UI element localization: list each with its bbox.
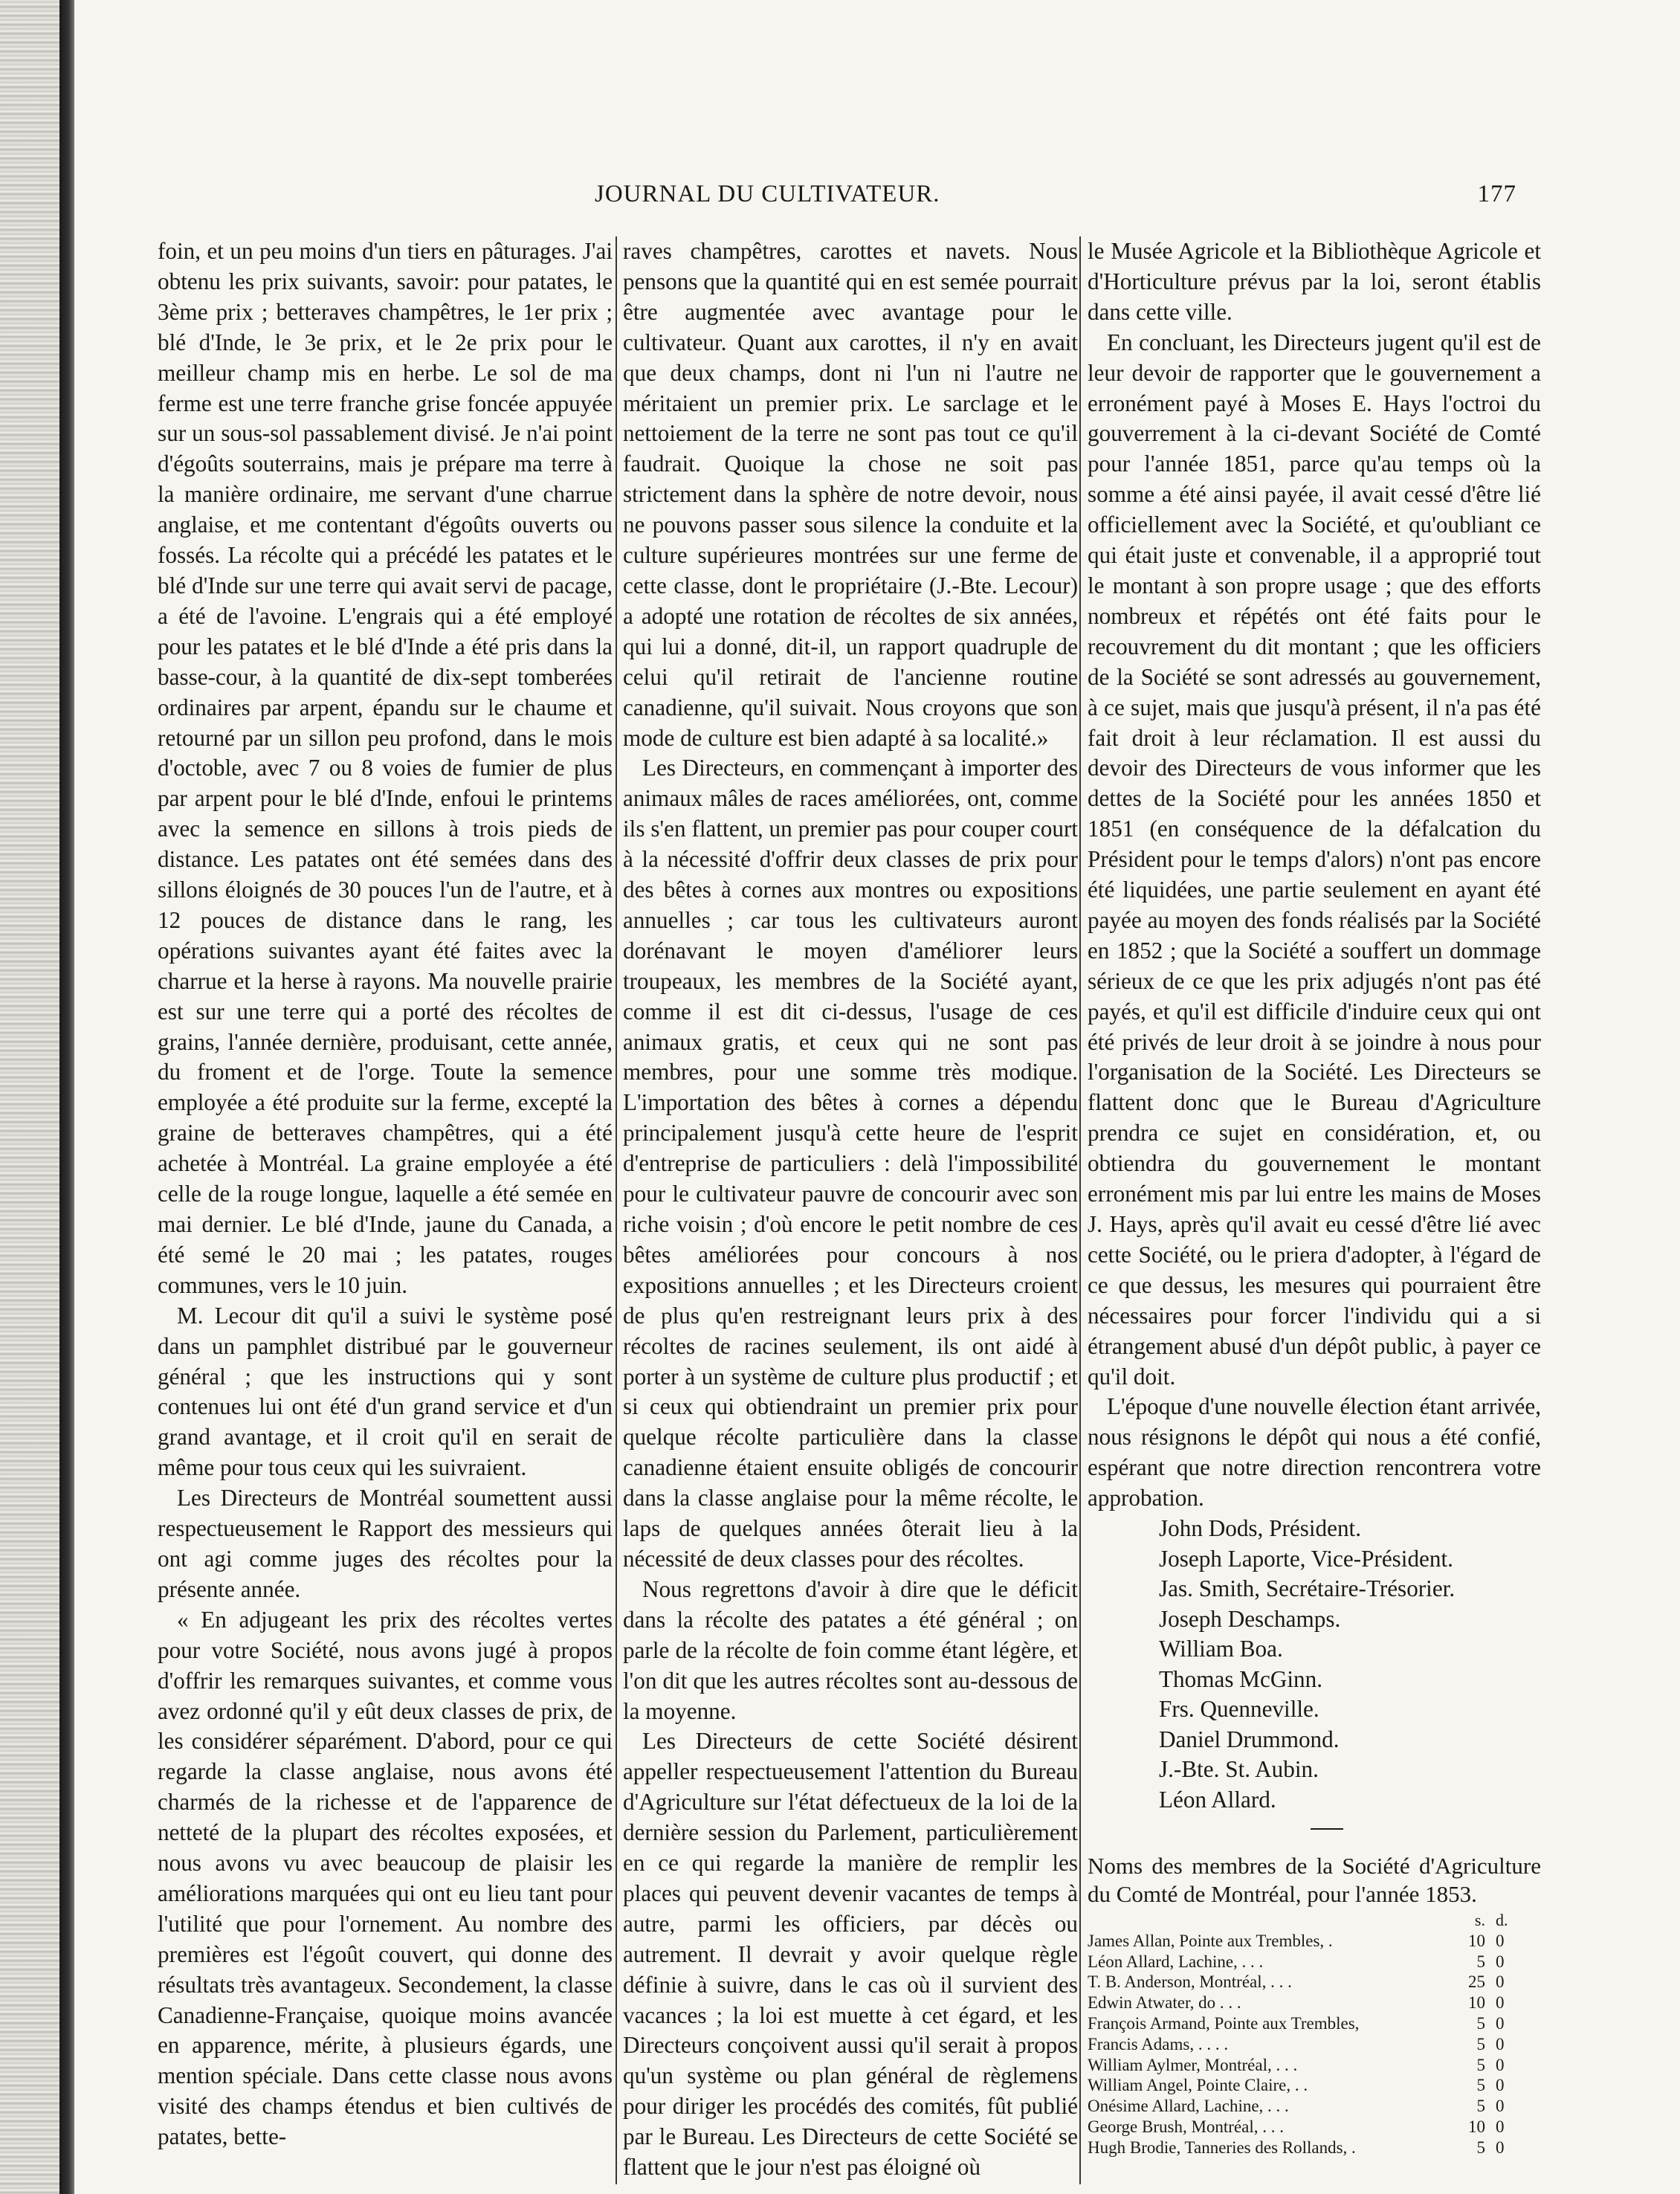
signature-block bbox=[1088, 1514, 1541, 1815]
member-shillings: 10 bbox=[1467, 1993, 1485, 2013]
signatory: Thomas McGinn. bbox=[1159, 1665, 1323, 1692]
text-column-2 bbox=[623, 236, 1078, 2183]
paragraph: Les Directeurs, en commençant à importer des animaux mâles de races améliorées, ont, comme ils s'en flattent, un premier pas pour couper court à la nécessité d'offrir deux classes de prix pour des bêtes à cornes aux montres ou expositions annuelles ; car tous les cultivateurs auront dorénavant le moyen d'améliorer leurs troupeaux, les membres de la Société ayant, comme il est dit ci-dessus, l'usage de ces animaux gratis, et ceux qui ne sont pas membres, pour une somme très modique. L'importation des bêtes à cornes a dépendu principalement jusqu'à cette heure de l'esprit d'entreprise de particuliers : delà l'impossibilité pour le cultivateur pauvre de concourir avec son riche voisin ; d'où encore le petit nombre de ces bêtes améliorées pour concours à nos expositions annuelles ; et les Directeurs croient de plus qu'en restreignant leurs prix à des récoltes de racines seulement, ils ont aidé à porter à un système de culture plus productif ; et si ceux qui obtiendraint un premier prix pour quelque récolte particulière dans la classe canadienne étaient ensuite obligés de concourir dans la classe anglaise pour la même récolte, le laps de quelques années ôterait lieu à la nécessité de deux classes pour des récoltes. bbox=[623, 755, 1078, 1572]
section-separator bbox=[1311, 1828, 1343, 1830]
member-row bbox=[1088, 2055, 1541, 2076]
members-table-header bbox=[1088, 1910, 1541, 1931]
members-table bbox=[1088, 1910, 1541, 2158]
paragraph: le Musée Agricole et la Bibliothèque Agricole et d'Horticulture prévus par la loi, seront établis dans cette ville. bbox=[1088, 238, 1541, 325]
member-row bbox=[1088, 2137, 1541, 2158]
member-name: James Allan, Pointe aux Trembles, . bbox=[1088, 1931, 1333, 1950]
paragraph: Les Directeurs de cette Société désirent appeller respectueusement l'attention du Bureau d'Agriculture sur l'état défectueux de la loi de la dernière session du Parlement, particulièrement en ce qui regarde la manière de remplir les places qui peuvent devenir vacantes de temps à autre, parmi les officiers, par décès ou autrement. Il devrait y avoir quelque règle définie à suivre, dans le cas où il survient des vacances ; la loi est muette à cet égard, et les Directeurs conçoivent aussi qu'il serait à propos qu'un système ou plan général de règlemens pour diriger les procédés des comités, fût publié par le Bureau. Les Directeurs de cette Société se flattent que le jour n'est pas éloigné où bbox=[623, 1728, 1078, 2181]
member-name: François Armand, Pointe aux Trembles, bbox=[1088, 2014, 1360, 2033]
member-shillings: 5 bbox=[1476, 2076, 1485, 2095]
shillings-header: s. bbox=[1474, 1911, 1485, 1930]
member-name: William Angel, Pointe Claire, . . bbox=[1088, 2076, 1308, 2095]
member-name: Onésime Allard, Lachine, . . . bbox=[1088, 2097, 1289, 2116]
paragraph: « En adjugeant les prix des récoltes vertes pour votre Société, nous avons jugé à propos d'offrir les remarques suivantes, et comme vous avez ordonné qu'il y eût deux classes de prix, de les considérer séparément. D'abord, pour ce qui regarde la classe anglaise, nous avons été charmés de la richesse et de l'apparence de netteté de la plupart des récoltes exposées, et nous avons vu avec beaucoup de plaisir les améliorations marquées qui ont eu lieu tant pour l'utilité que pour l'ornement. Au nombre des premières est l'égoût couvert, qui donne des résultats très avantageux. Secondement, la classe Canadienne-Française, quoique moins avancée en apparence, mérite, à plusieurs égards, une mention spéciale. Dans cette classe nous avons visité des champs étendus et bien cultivés de patates, bette- bbox=[158, 1606, 613, 2150]
member-row bbox=[1088, 2034, 1541, 2055]
member-pence: 0 bbox=[1495, 2117, 1505, 2137]
member-pence: 0 bbox=[1495, 1972, 1505, 1992]
members-heading: Noms des membres de la Société d'Agriculture du Comté de Montréal, pour l'année 1853. bbox=[1088, 1853, 1541, 1908]
signatory: John Dods, Président. bbox=[1159, 1515, 1362, 1542]
signatory: William Boa. bbox=[1159, 1636, 1283, 1662]
signatory: Daniel Drummond. bbox=[1159, 1726, 1340, 1752]
member-row bbox=[1088, 1993, 1541, 2013]
paragraph: raves champêtres, carottes et navets. Nous pensons que la quantité qui en est semée pourrait être augmentée avec avantage pour le cultivateur. Quant aux carottes, il n'y en avait que deux champs, dont ni l'un ni l'autre ne méritaient un premier prix. Le sarclage et le nettoiement de la terre ne sont pas tout ce qu'il faudrait. Quoique la chose ne soit pas strictement dans la sphère de notre devoir, nous ne pouvons passer sous silence la conduite et la culture supérieures montrées sur une ferme de cette classe, dont le propriétaire (J.-Bte. Lecour) a adopté une rotation de récoltes de six années, qui lui a donné, dit-il, un rapport quadruple de celui qu'il retirait de l'ancienne routine canadienne, qu'il suivait. Nous croyons que son mode de culture est bien adapté à sa localité.» bbox=[623, 238, 1078, 751]
text-column-1 bbox=[158, 236, 613, 2152]
paragraph: foin, et un peu moins d'un tiers en pâturages. J'ai obtenu les prix suivants, savoir: pour patates, le 3ème prix ; betteraves champêtres, le 1er prix ; blé d'Inde, le 3e prix, et le 2e prix pour le meilleur champ mis en herbe. Le sol de ma ferme est une terre franche grise foncée appuyée sur un sous-sol passablement divisé. Je n'ai point d'égoûts souterrains, mais je prépare ma terre à la manière ordinaire, me servant d'une charrue anglaise, et me contentant d'égoûts ouverts ou fossés. La récolte qui a précédé les patates et le blé d'Inde sur une terre qui avait servi de pacage, a été de l'avoine. L'engrais qui a été employé pour les patates et le blé d'Inde a été pris dans la basse-cour, à la quantité de dix-sept tomberées ordinaires par arpent, épandu sur le chaume et retourné par un sillon peu profond, dans le mois d'octoble, avec 7 ou 8 voies de fumier de plus par arpent pour le blé d'Inde, enfoui le printems avec la semence en sillons à trois pieds de distance. Les patates ont été semées dans des sillons éloignés de 30 pouces l'un de l'autre, et à 12 pouces de distance dans le rang, les opérations suivantes ayant été faites avec la charrue et la herse à rayons. Ma nouvelle prairie est sur une terre qui a porté des récoltes de grains, l'année dernière, produisant, cette année, du froment et de l'orge. Toute la semence employée a été produite sur la ferme, excepté la graine de betteraves champêtres, qui a été achetée à Montréal. La graine employée a été celle de la rouge longue, laquelle a été semée en mai dernier. Le blé d'Inde, jaune du Canada, a été semé le 20 mai ; les patates, rouges communes, vers le 10 juin. bbox=[158, 238, 613, 1298]
member-pence: 0 bbox=[1495, 1931, 1505, 1950]
member-shillings: 5 bbox=[1476, 2034, 1485, 2053]
binding-shadow bbox=[59, 0, 74, 2194]
paragraph: L'époque d'une nouvelle élection étant arrivée, nous résignons le dépôt qui nous a été confié, espérant que notre direction rencontrera votre approbation. bbox=[1088, 1393, 1541, 1511]
member-name: Léon Allard, Lachine, . . . bbox=[1088, 1952, 1264, 1971]
text-column-3 bbox=[1088, 236, 1541, 2158]
member-pence: 0 bbox=[1495, 2137, 1505, 2157]
paragraph: En concluant, les Directeurs jugent qu'il est de leur devoir de rapporter que le gouvernement a erronément payé à Moses E. Hays l'octroi du gouverrement à la ci-devant Société de Comté pour l'année 1851, parce qu'au temps où la somme a été ainsi payée, il avait cessé d'être lié officiellement avec la Société, et qu'oubliant ce qui était juste et convenable, il a approprié tout le montant à son propre usage ; que des efforts nombreux et répétés ont été faits pour le recouvrement du dit montant ; que les officiers de la Société se sont adressés au gouvernement, à ce sujet, mais que jusqu'à présent, il n'a pas été fait droit à leur réclamation. Il est aussi du devoir des Directeurs de vous informer que les dettes de la Société pour les années 1850 et 1851 (en conséquence de la défalcation du Président pour le temps d'alors) n'ont pas encore été liquidées, une partie seulement en ayant été payée au moyen des fonds réalisés par la Société en 1852 ; que la Société a souffert un dommage sérieux de ce que les prix adjugés n'ont pas été payés, et qu'il est difficile d'induire ceux qui ont été privés de leur droit à se joindre à nous pour l'organisation de la Société. Les Directeurs se flattent donc que le Bureau d'Agriculture prendra ce sujet en considération, et, ou obtiendra du gouvernement le montant erronément mis par lui entre les mains de Moses J. Hays, après qu'il avait eu cessé d'être lié avec cette Société, ou le priera d'adopter, à l'égard de ce que dessus, les mesures qui pourraient être nécessaires pour forcer l'individu qui a si étrangement abusé d'un dépôt public, à payer ce qu'il doit. bbox=[1088, 329, 1541, 1390]
member-name: William Aylmer, Montréal, . . . bbox=[1088, 2055, 1298, 2074]
signatory: Jas. Smith, Secrétaire-Trésorier. bbox=[1159, 1575, 1456, 1602]
signatory: Frs. Quenneville. bbox=[1159, 1696, 1319, 1723]
member-pence: 0 bbox=[1495, 2014, 1505, 2033]
member-shillings: 25 bbox=[1467, 1972, 1485, 1992]
binding-edge bbox=[0, 0, 59, 2194]
member-name: Edwin Atwater, do . . . bbox=[1088, 1993, 1241, 2013]
pence-header: d. bbox=[1495, 1911, 1508, 1930]
paragraph: Les Directeurs de Montréal soumettent aussi respectueusement le Rapport des messieurs qui ont agi comme juges des récoltes pour la présente année. bbox=[158, 1485, 613, 1602]
member-name: George Brush, Montréal, . . . bbox=[1088, 2117, 1285, 2137]
column-rule bbox=[616, 236, 617, 2184]
member-pence: 0 bbox=[1495, 1993, 1505, 2013]
signatory: Léon Allard. bbox=[1159, 1786, 1276, 1813]
member-shillings: 5 bbox=[1476, 2137, 1485, 2157]
member-name: T. B. Anderson, Montréal, . . . bbox=[1088, 1972, 1292, 1992]
member-row bbox=[1088, 2096, 1541, 2117]
member-pence: 0 bbox=[1495, 2076, 1505, 2095]
member-row bbox=[1088, 1972, 1541, 1993]
member-name: Francis Adams, . . . . bbox=[1088, 2034, 1229, 2053]
member-pence: 0 bbox=[1495, 2097, 1505, 2116]
member-shillings: 5 bbox=[1476, 2055, 1485, 2074]
member-row bbox=[1088, 2075, 1541, 2096]
member-row bbox=[1088, 1952, 1541, 1972]
member-shillings: 10 bbox=[1467, 2117, 1485, 2137]
member-shillings: 5 bbox=[1476, 1952, 1485, 1971]
signatory: Joseph Deschamps. bbox=[1159, 1605, 1341, 1632]
member-shillings: 5 bbox=[1476, 2097, 1485, 2116]
member-shillings: 10 bbox=[1467, 1931, 1485, 1950]
column-rule bbox=[1079, 236, 1081, 2184]
journal-title: JOURNAL DU CULTIVATEUR. bbox=[595, 181, 940, 207]
member-name: Hugh Brodie, Tanneries des Rollands, . bbox=[1088, 2137, 1356, 2157]
paragraph: M. Lecour dit qu'il a suivi le système posé dans un pamphlet distribué par le gouverneur général ; que les instructions qui y sont contenues lui ont été d'un grand service et d'un grand avantage, et il croit qu'il en serait de même pour tous ceux qui les suivraient. bbox=[158, 1302, 613, 1481]
signatory: J.-Bte. St. Aubin. bbox=[1159, 1756, 1319, 1783]
member-shillings: 5 bbox=[1476, 2014, 1485, 2033]
signatory: Joseph Laporte, Vice-Président. bbox=[1159, 1545, 1453, 1572]
member-pence: 0 bbox=[1495, 2034, 1505, 2053]
running-header bbox=[565, 181, 1516, 225]
page-number: 177 bbox=[1477, 181, 1516, 207]
member-pence: 0 bbox=[1495, 2055, 1505, 2074]
member-row bbox=[1088, 1931, 1541, 1952]
member-row bbox=[1088, 2117, 1541, 2137]
paragraph: Nous regrettons d'avoir à dire que le déficit dans la récolte des patates a été général ; on parle de la récolte de foin comme étant légère, et l'on dit que les autres récoltes sont au-dessous de la moyenne. bbox=[623, 1575, 1078, 1724]
member-row bbox=[1088, 2013, 1541, 2034]
member-pence: 0 bbox=[1495, 1952, 1505, 1971]
